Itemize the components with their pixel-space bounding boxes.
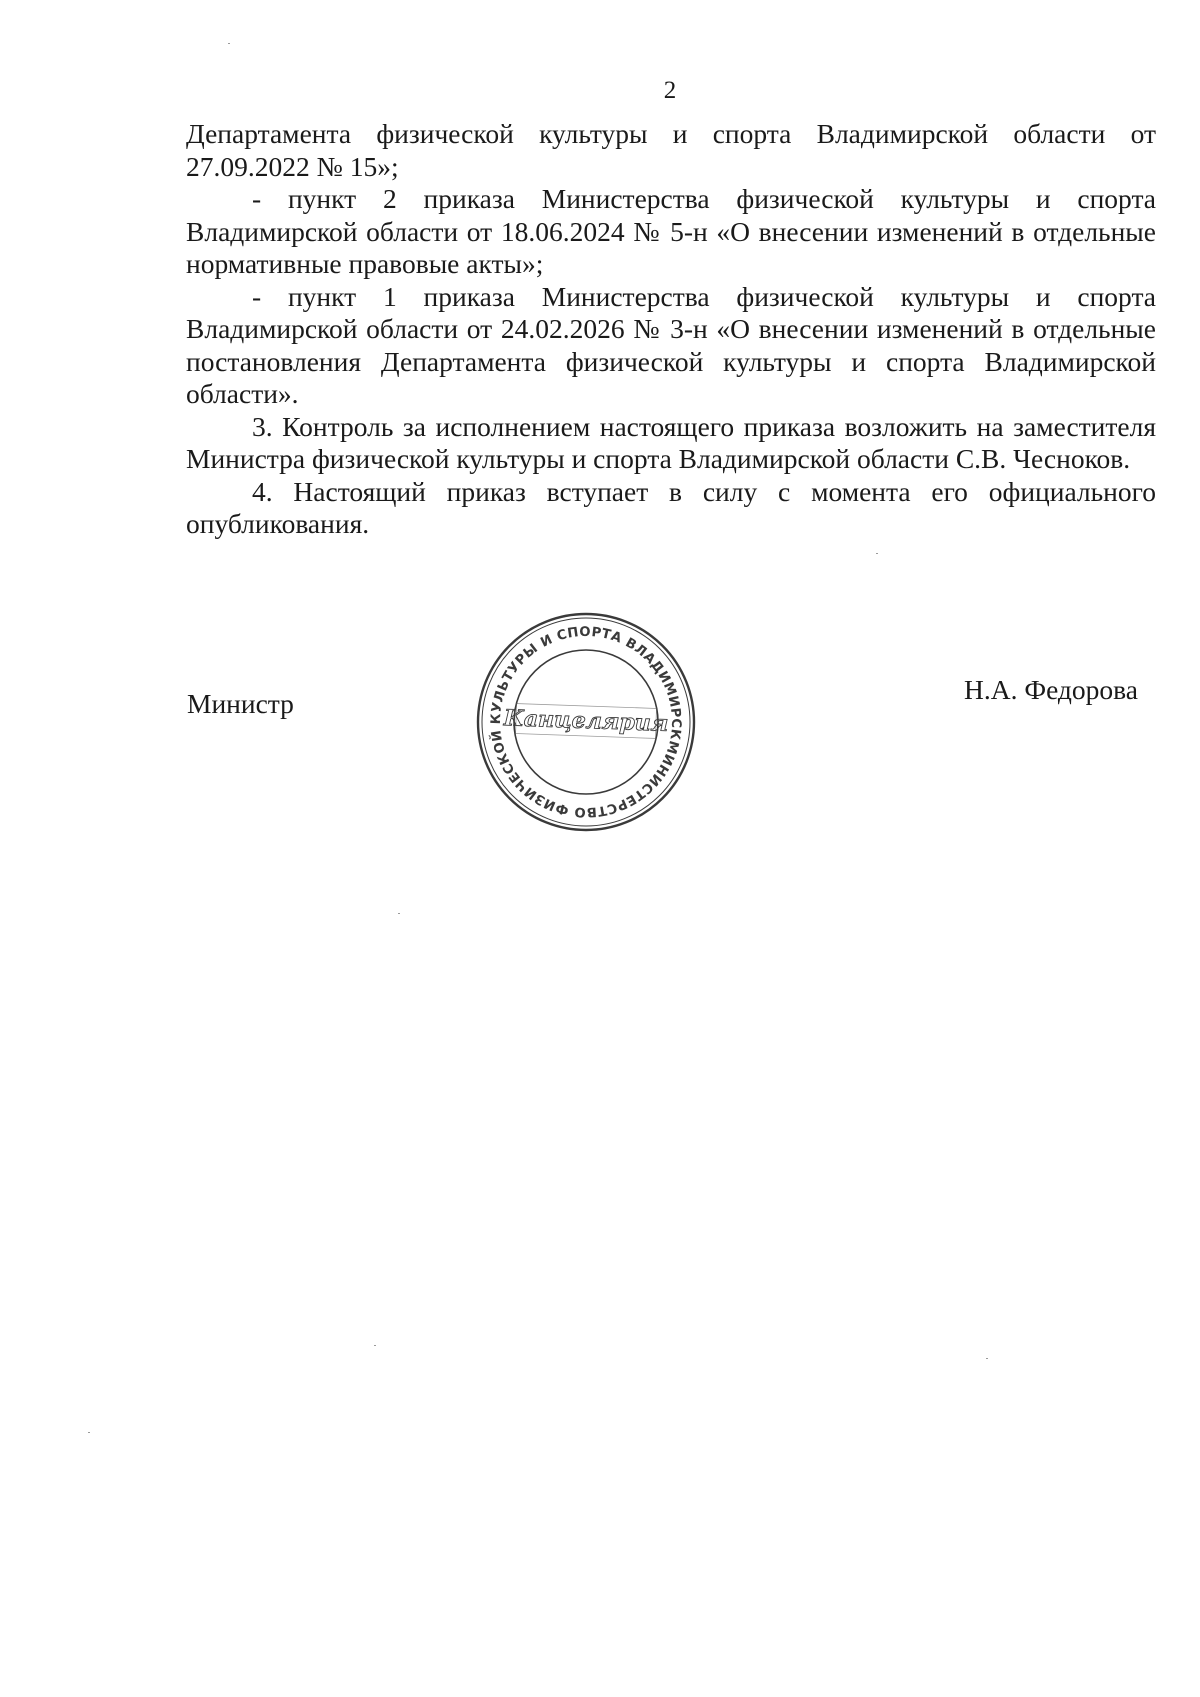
scan-speck [88, 1432, 90, 1433]
stamp-center-text: Канцелярия [503, 705, 669, 737]
signer-title: Министр [187, 688, 294, 719]
stamp-ring-text: МИНИСТЕРСТВО ФИЗИЧЕСКОЙ КУЛЬТУРЫ И СПОРТА ВЛАДИМИРСКОЙ [488, 624, 684, 820]
page-number: 2 [663, 77, 677, 104]
official-stamp [474, 610, 698, 834]
paragraph-effective-date: 4. Настоящий приказ вступает в силу с момента его официального опубликования. [186, 475, 1156, 539]
paragraph-control: 3. Контроль за исполнением настоящего приказа возложить на заместителя Министра физической культуры и спорта Владимирской области С.В. Чесноков. [186, 410, 1156, 474]
paragraph-item-2: - пункт 1 приказа Министерства физической культуры и спорта Владимирской области от 24.02.2026 № 3-н «О внесении изменений в отдельные постановления Департамента физической культуры и спорта Владимирской области». [186, 280, 1156, 409]
paragraph-continuation: Департамента физической культуры и спорта Владимирской области от 27.09.2022 № 15»; [186, 118, 1156, 182]
scan-speck [876, 553, 878, 554]
scan-speck [986, 1358, 988, 1359]
document-body [186, 118, 1156, 541]
paragraph-item-1: - пункт 2 приказа Министерства физической культуры и спорта Владимирской области от 18.06.2024 № 5-н «О внесении изменений в отдельные нормативные правовые акты»; [186, 183, 1156, 279]
scan-speck [374, 1345, 376, 1346]
signer-name: Н.А. Федорова [964, 674, 1138, 705]
scan-speck [228, 43, 230, 44]
scan-speck [398, 913, 400, 914]
